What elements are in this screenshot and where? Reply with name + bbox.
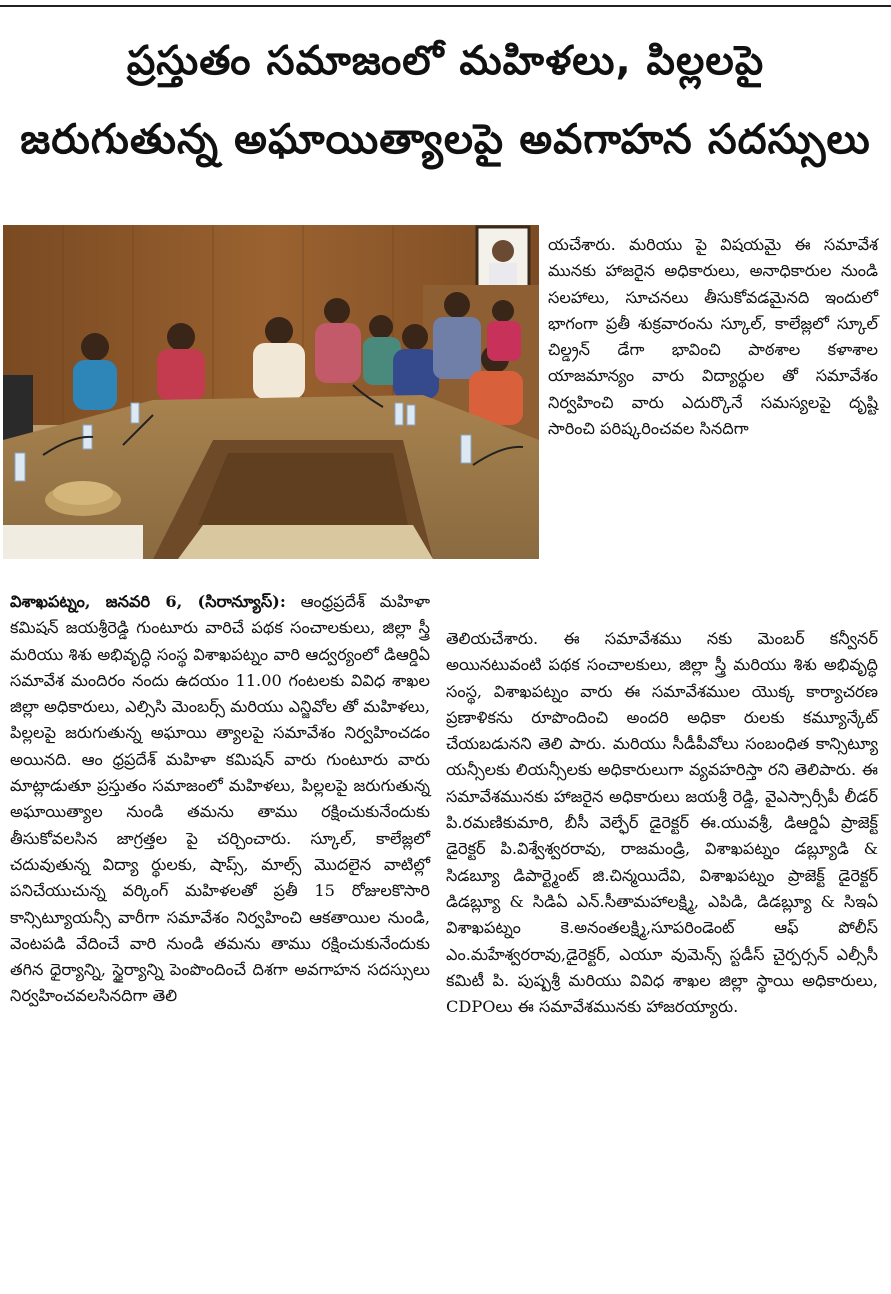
top-rule <box>0 5 891 7</box>
headline <box>0 22 891 178</box>
meeting-photo <box>3 225 539 559</box>
body-paragraph: యచేశారు. మరియు పై విషయమై ఈ సమావేశ మునకు హాజరైన అధికారులు, అనాధికారుల నుండి సలహాలు, సూచనలు తీసుకోవడమైనది ఇందులో భాగంగా ప్రతీ శుక్రవారంను స్కూల్, కాలేజ్లలో స్కూల్ చిల్డ్రన్ డేగా భావించి పాఠశాల కళాశాల యాజమాన్యం వారు విద్యార్థుల తో సమావేశం నిర్వహించి వారు ఎదుర్కొనే సమస్యలపై దృష్టి సారించి పరిష్కరించవల సినదిగా <box>548 235 878 439</box>
dateline: విశాఖపట్నం, జనవరి 6, (సిరాన్యూస్): <box>10 592 286 611</box>
article-body-right-top <box>548 232 878 442</box>
body-paragraph: తెలియచేశారు. ఈ సమావేశము నకు మెంబర్ కన్వీనర్ అయినటువంటి పథక సంచాలకులు, జిల్లా స్త్రీ మరియు శిశు అభివృద్ధి సంస్థ, విశాఖపట్నం వారు ఈ సమావేశముల యొక్క కార్యాచరణ ప్రణాళికను రూపొందించి అందరి అధికా రులకు కమ్యూన్కేట్ చేయబడునని తెలి పారు. మరియు సీడీపీవోలు సంబంధిత కాన్సిట్యూ యన్సీలకు లియన్సీలకు అధికారులుగా వ్యవహరిస్తా రని తెలిపారు. ఈ సమావేశమునకు హాజరైన అధికారులు జయశ్రీ రెడ్డి, వైఎస్సార్సీపీ లీడర్ పి.రమణికుమారి, బీసీ వెల్ఫేర్ డైరెక్టర్ ఈ.యువశ్రీ, డిఆర్డిఏ ప్రాజెక్ట్ డైరెక్టర్ పి.విశ్వేశ్వరరావు, రాజమండ్రి, విశాఖపట్నం డబ్ల్యూడి & సిడబ్యూ డిపార్ట్మెంట్ జి.చిన్మయిదేవి, విశాఖపట్నం ప్రాజెక్ట్ డైరెక్టర్ డిడబ్ల్యూ & సిడిఏ ఎన్.సీతామహాలక్ష్మి, ఎపిడి, డిడబ్ల్యూ & సిఇఏ విశాఖపట్నం కె.అనంతలక్ష్మి,సూపరిండెంట్ ఆఫ్ పోలీస్ ఎం.మహేశ్వరరావు,డైరెక్టర్, ఎయూ వుమెన్స్ స్టడీస్ చైర్పర్సన్ ఎల్సీసీ కమిటీ పి. పుష్పశ్రీ మరియు వివిధ శాఖల జిల్లా స్థాయి అధికారులు, CDPOలు ఈ సమావేశమునకు హాజరయ్యారు. <box>446 629 878 1017</box>
headline-line-2: జరుగుతున్న అఘాయిత్యాలపై అవగాహన సదస్సులు <box>20 115 871 163</box>
body-paragraph: ఆంధ్రప్రదేశ్ మహిళా కమిషన్ జయశ్రీరెడ్డి గుంటూరు వారిచే పథక సంచాలకులు, జిల్లా స్త్రీ మరియు శిశు అభివృద్ధి సంస్థ విశాఖపట్నం వారి ఆద్వర్యంలో డిఆర్డిఏ సమావేశ మందిరం నందు ఉదయం 11.00 గంటలకు వివిధ శాఖల జిల్లా అధికారులు, ఎల్సిసి మెంబర్స్ మరియు ఎన్జివోల తో మహిళలు, పిల్లలపై జరుగుతున్న అఘాయి త్యాలపై సమావేశం నిర్వహించడం అయినది. ఆం ధ్రప్రదేశ్ మహిళా కమిషన్ వారు గుంటూరు వారు మాట్లాడుతూ ప్రస్తుతం సమాజంలో మహిళలు, పిల్లలపై జరుగుతున్న అఘాయిత్యాల నుండి తమను తాము రక్షించుకునేందుకు తీసుకోవలసిన జాగ్రత్తల పై చర్చించారు. స్కూల్, కాలేజ్లలో చదువుతున్న విద్యా ర్థులకు, షాప్స్, మాల్స్ మొదలైన వాటిల్లో పనిచేయుచున్న వర్కింగ్ మహిళలతో ప్రతీ 15 రోజులకొసారి కాన్సిట్యూయన్సీ వారీగా సమావేశం నిర్వహించి ఆకతాయిల నుండి, వెంటపడి వేదించే వారి నుండి తమను తాము రక్షించుకునేందుకు తగిన ధైర్యాన్ని, స్థైర్యాన్ని పెంపొందించే దిశగా అవగాహన సదస్సులు నిర్వహించవలసినదిగా తెలి <box>10 592 430 1006</box>
article-body-right-bottom <box>446 626 878 1020</box>
article-body-left <box>10 589 430 1010</box>
headline-line-1: ప్రస్తుతం సమాజంలో మహిళలు, పిల్లలపై <box>126 38 765 84</box>
